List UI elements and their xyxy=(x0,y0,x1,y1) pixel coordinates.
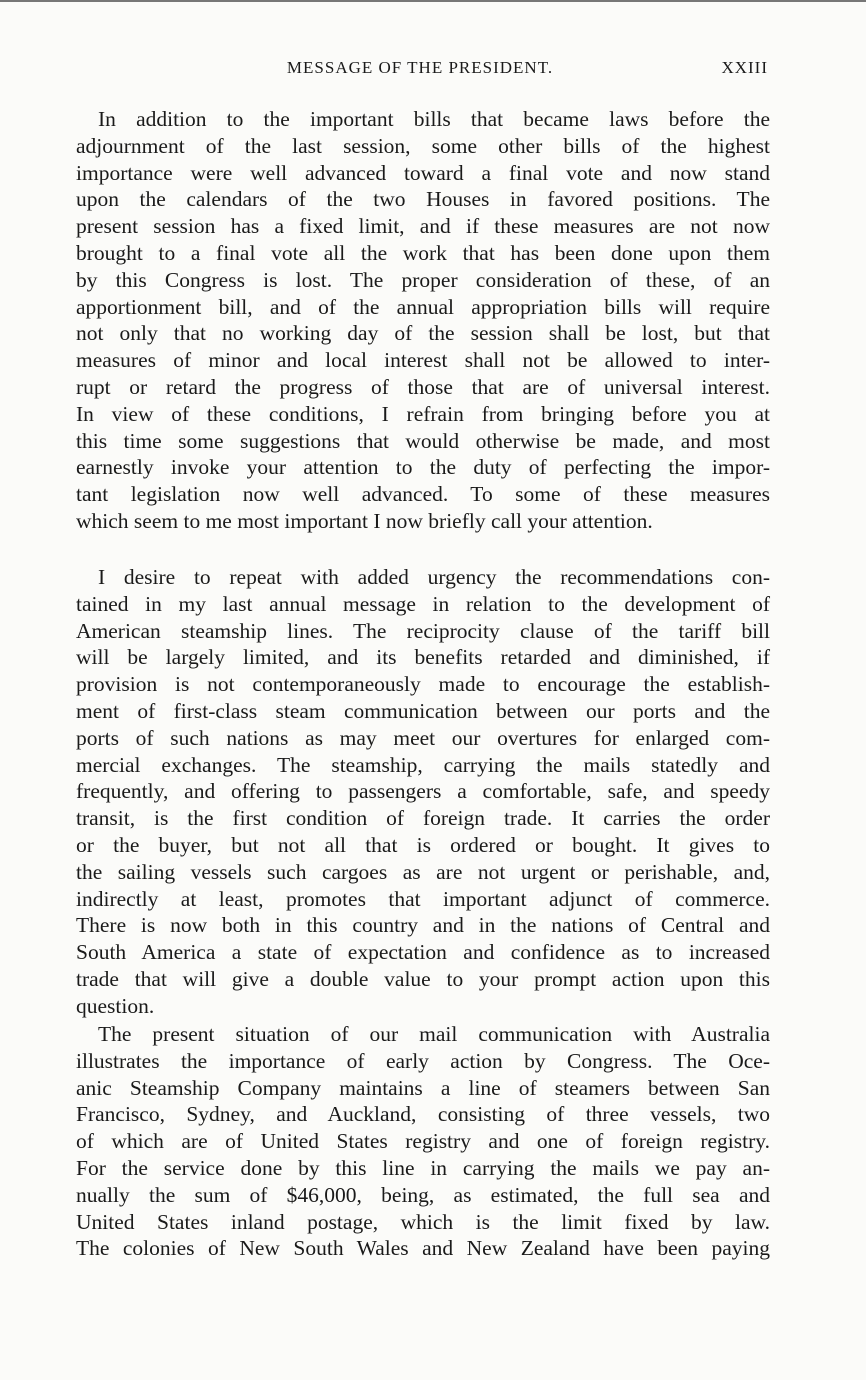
text-line: tant legislation now well advanced. To some of these measures xyxy=(76,482,770,507)
text-line: adjournment of the last session, some other bills of the highest xyxy=(76,133,770,158)
text-line: upon the calendars of the two Houses in favored positions. The xyxy=(76,187,770,212)
text-line: which seem to me most important I now briefly call your attention. xyxy=(76,508,653,533)
text-line: Francisco, Sydney, and Auckland, consisting of three vessels, two xyxy=(76,1102,770,1127)
text-line: frequently, and offering to passengers a comfortable, safe, and speedy xyxy=(76,779,770,804)
text-line: In addition to the important bills that became laws before the xyxy=(98,107,770,131)
running-header: MESSAGE OF THE PRESIDENT. xyxy=(286,58,554,77)
paragraph-australia-mail xyxy=(76,1021,770,1262)
text-line: South America a state of expectation and confidence as to increased xyxy=(76,940,770,965)
text-line: United States inland postage, which is the limit fixed by law. xyxy=(76,1209,770,1234)
text-line: ports of such nations as may meet our overtures for enlarged com- xyxy=(76,725,770,750)
text-line: by this Congress is lost. The proper consideration of these, of an xyxy=(76,267,770,292)
text-line: not only that no working day of the session shall be lost, but that xyxy=(76,321,770,346)
text-line: of which are of United States registry and one of foreign registry. xyxy=(76,1129,770,1154)
text-line: tained in my last annual message in relation to the development of xyxy=(76,591,770,616)
text-line: For the service done by this line in carrying the mails we pay an- xyxy=(76,1155,770,1180)
text-line: apportionment bill, and of the annual appropriation bills will require xyxy=(76,294,770,319)
text-line: earnestly invoke your attention to the duty of perfecting the impor- xyxy=(76,455,770,480)
paragraph-legislation xyxy=(76,106,770,535)
text-line: indirectly at least, promotes that important adjunct of commerce. xyxy=(76,886,770,911)
text-line: will be largely limited, and its benefits retarded and diminished, if xyxy=(76,645,770,670)
text-line: American steamship lines. The reciprocity clause of the tariff bill xyxy=(76,618,770,643)
text-line: There is now both in this country and in the nations of Central and xyxy=(76,913,770,938)
text-line: mercial exchanges. The steamship, carrying the mails statedly and xyxy=(76,752,770,777)
text-line: importance were well advanced toward a final vote and now stand xyxy=(76,160,770,185)
page-top-edge xyxy=(0,0,866,2)
text-line: ment of first-class steam communication between our ports and the xyxy=(76,698,770,723)
page-number: XXIII xyxy=(721,58,768,77)
text-line: transit, is the first condition of foreign trade. It carries the order xyxy=(76,806,770,831)
text-line: measures of minor and local interest shall not be allowed to inter- xyxy=(76,348,770,373)
text-line: In view of these conditions, I refrain from bringing before you at xyxy=(76,401,770,426)
text-line: or the buyer, but not all that is ordered or bought. It gives to xyxy=(76,832,770,857)
paragraph-steamship-lines xyxy=(76,564,770,1020)
text-line: The present situation of our mail communication with Australia xyxy=(98,1022,770,1046)
text-line: present session has a fixed limit, and if these measures are not now xyxy=(76,214,770,239)
text-line: rupt or retard the progress of those that are of universal interest. xyxy=(76,374,770,399)
text-line: the sailing vessels such cargoes as are not urgent or perishable, and, xyxy=(76,859,770,884)
text-line: question. xyxy=(76,993,155,1018)
text-line: I desire to repeat with added urgency the recommendations con- xyxy=(98,565,770,589)
text-line: brought to a final vote all the work that has been done upon them xyxy=(76,240,770,265)
text-line: The colonies of New South Wales and New Zealand have been paying xyxy=(76,1236,770,1261)
text-line: provision is not contemporaneously made to encourage the establish- xyxy=(76,672,770,697)
text-line: nually the sum of $46,000, being, as estimated, the full sea and xyxy=(76,1182,770,1207)
text-line: anic Steamship Company maintains a line of steamers between San xyxy=(76,1075,770,1100)
text-line: this time some suggestions that would otherwise be made, and most xyxy=(76,428,770,453)
text-line: trade that will give a double value to your prompt action upon this xyxy=(76,966,770,991)
text-line: illustrates the importance of early action by Congress. The Oce- xyxy=(76,1048,770,1073)
